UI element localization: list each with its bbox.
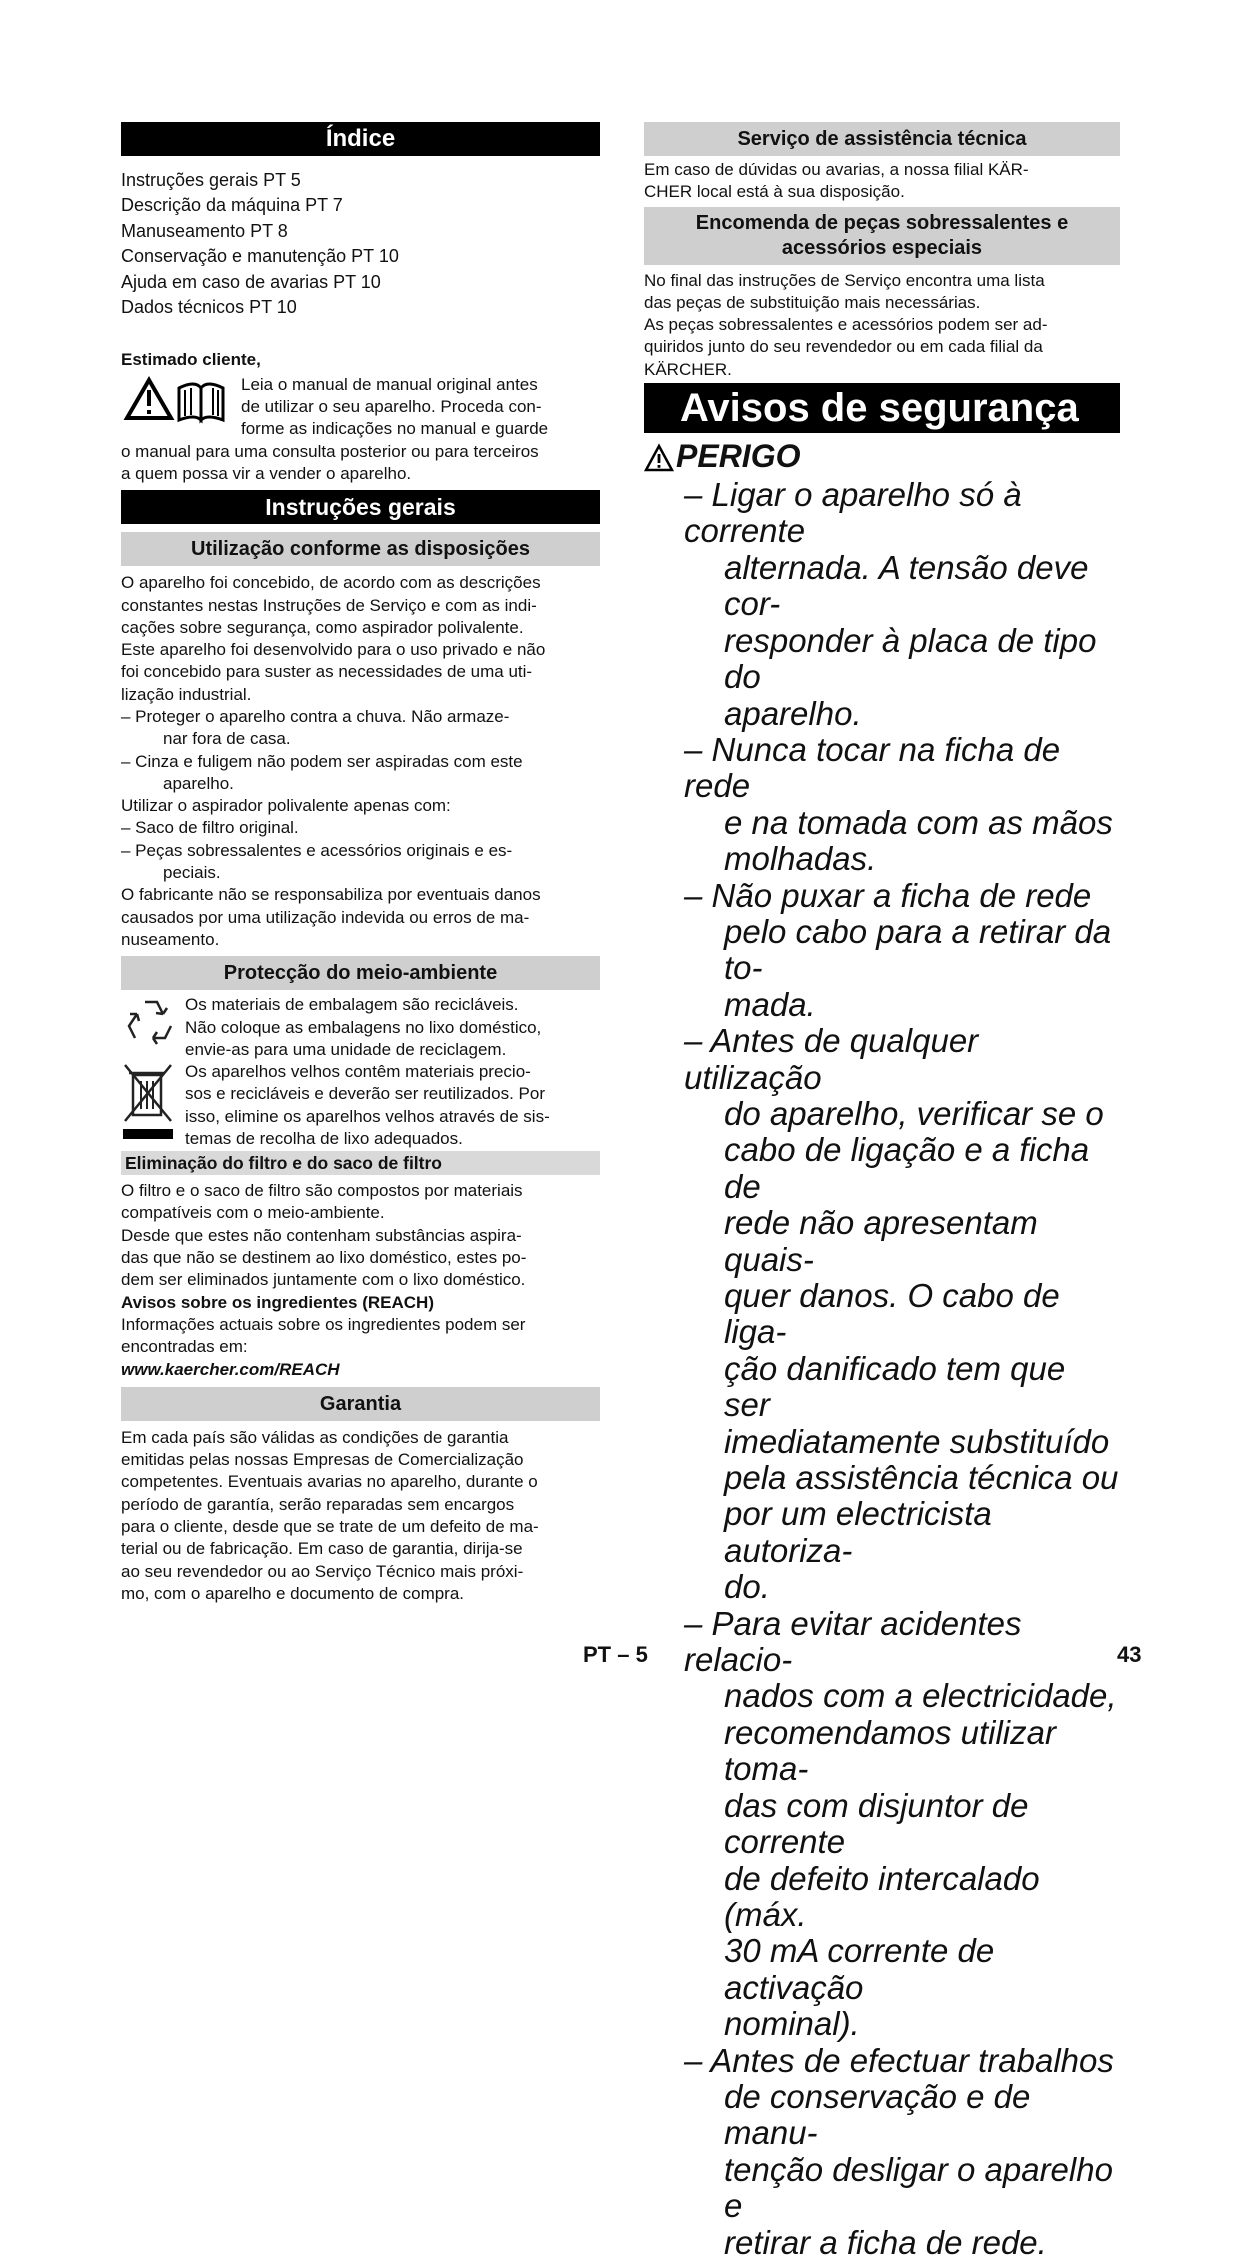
- garantia-line: emitidas pelas nossas Empresas de Comercialização: [121, 1450, 524, 1470]
- eliminacao-line: Desde que estes não contenham substâncias aspira-: [121, 1225, 522, 1245]
- warning-line: rede não apresentam quais-: [724, 1204, 1038, 1278]
- garantia-line: para o cliente, desde que se trate de um defeito de ma-: [121, 1517, 539, 1537]
- utilizacao-line: causados por uma utilização indevida ou erros de ma-: [121, 907, 530, 927]
- garantia-line: mo, com o aparelho e documento de compra.: [121, 1583, 465, 1603]
- servico-heading: Serviço de assistência técnica: [644, 122, 1120, 156]
- eliminacao-line: compatíveis com o meio-ambiente.: [121, 1203, 385, 1223]
- utilizacao-line: lização industrial.: [121, 684, 252, 704]
- encomenda-line: As peças sobressalentes e acessórios podem ser ad-: [644, 315, 1048, 335]
- warning-line: de defeito intercalado (máx.: [724, 1859, 1040, 1933]
- utilizacao-line: – Cinza e fuligem não podem ser aspiradas com este: [121, 751, 523, 771]
- warning-line: – Antes de efectuar trabalhos: [684, 2041, 1114, 2079]
- warning-line: – Não puxar a ficha de rede: [684, 876, 1092, 914]
- left-column: [121, 122, 600, 1605]
- warning-line: imediatamente substituído: [724, 1422, 1110, 1460]
- warning-line: nados com a electricidade,: [724, 1677, 1117, 1715]
- page-label: PT – 5: [583, 1642, 648, 1667]
- eliminacao-text: [121, 1180, 600, 1291]
- servico-line: CHER local está à sua disposição.: [644, 182, 905, 202]
- warning-line: responder à placa de tipo do: [724, 621, 1097, 696]
- warning-line: – Ligar o aparelho só à corrente: [684, 476, 1022, 550]
- warning-line: por um electricista autoriza-: [724, 1495, 992, 1569]
- greeting: Estimado cliente,: [121, 350, 261, 370]
- weee-text: [185, 1061, 600, 1150]
- reach-line: Informações actuais sobre os ingredientes podem ser: [121, 1314, 526, 1334]
- warning-line: e na tomada com as mãos: [724, 803, 1113, 841]
- recycle-text: [185, 994, 600, 1061]
- manual-line: a quem possa vir a vender o aparelho.: [121, 463, 412, 483]
- instrucoes-gerais-heading: Instruções gerais: [121, 490, 600, 524]
- utilizacao-line: – Peças sobressalentes e acessórios originais e es-: [121, 840, 513, 860]
- utilizacao-line: peciais.: [163, 863, 221, 883]
- warning-line: – Antes de qualquer utilização: [684, 1022, 979, 1096]
- warning-line: recomendamos utilizar toma-: [724, 1713, 1056, 1788]
- utilizacao-heading: Utilização conforme as disposições: [121, 532, 600, 566]
- eliminacao-line: das que não se destinem ao lixo doméstico, estes po-: [121, 1248, 527, 1268]
- utilizacao-line: O aparelho foi concebido, de acordo com as descrições: [121, 573, 541, 593]
- warning-line: do aparelho, verificar se o: [724, 1094, 1104, 1132]
- utilizacao-line: – Proteger o aparelho contra a chuva. Não armaze-: [121, 707, 510, 726]
- index-item[interactable]: Manuseamento PT 8: [121, 220, 288, 241]
- utilizacao-line: O fabricante não se responsabiliza por eventuais danos: [121, 885, 541, 905]
- read-manual-icon: [121, 374, 241, 436]
- page-number: 43: [1117, 1642, 1142, 1667]
- garantia-text: [121, 1427, 600, 1605]
- eliminacao-line: O filtro e o saco de filtro são compostos por materiais: [121, 1181, 523, 1201]
- manual-notice: [121, 374, 600, 441]
- warning-line: 30 mA corrente de activação: [724, 1932, 995, 2006]
- right-column: [644, 122, 1120, 2261]
- warnings-list: [644, 477, 1120, 2261]
- reach-line: encontradas em:: [121, 1337, 248, 1357]
- warning-line: – Nunca tocar na ficha de rede: [684, 730, 1061, 805]
- manual-text: [241, 374, 600, 441]
- warning-line: pelo cabo para a retirar da to-: [724, 912, 1112, 987]
- warning-line: retirar a ficha de rede.: [724, 2223, 1047, 2261]
- warning-triangle-icon: [644, 441, 674, 471]
- warning-line: das com disjuntor de corrente: [724, 1786, 1029, 1861]
- warning-line: mada.: [724, 985, 816, 1023]
- weee-line: sos e recicláveis e deverão ser reutilizados. Por: [185, 1084, 545, 1104]
- utilizacao-text: [121, 572, 600, 951]
- perigo-label: [644, 435, 1120, 477]
- crossed-bin-icon: [121, 1061, 185, 1151]
- encomenda-line: das peças de substituição mais necessárias.: [644, 292, 981, 312]
- recycle-notice: [121, 994, 600, 1061]
- utilizacao-line: cações sobre segurança, como aspirador polivalente.: [121, 617, 524, 637]
- weee-line: isso, elimine os aparelhos velhos através de sis-: [185, 1106, 550, 1126]
- encomenda-heading: [644, 207, 1120, 265]
- warning-line: cabo de ligação e a ficha de: [724, 1131, 1090, 1205]
- index-item[interactable]: Descrição da máquina PT 7: [121, 195, 343, 216]
- servico-text: [644, 159, 1120, 204]
- utilizacao-line: aparelho.: [163, 773, 234, 793]
- encomenda-line: KÄRCHER.: [644, 359, 732, 379]
- warning-line: ção danificado tem que ser: [724, 1349, 1066, 1424]
- manual-line: forme as indicações no manual e guarde: [241, 419, 549, 439]
- warning-item: [644, 2043, 1120, 2261]
- utilizacao-line: nar fora de casa.: [163, 729, 291, 749]
- recycle-line: Não coloque as embalagens no lixo doméstico,: [185, 1017, 542, 1037]
- garantia-line: período de garantía, serão reparadas sem encargos: [121, 1494, 515, 1514]
- warning-line: pela assistência técnica ou: [724, 1459, 1119, 1497]
- weee-line: Os aparelhos velhos contêm materiais precio-: [185, 1062, 531, 1082]
- utilizacao-line: – Saco de filtro original.: [121, 818, 299, 838]
- warning-line: alternada. A tensão deve cor-: [724, 548, 1089, 623]
- warning-line: aparelho.: [724, 694, 862, 732]
- index-item[interactable]: Ajuda em caso de avarias PT 10: [121, 271, 381, 292]
- weee-notice: [121, 1061, 600, 1151]
- warning-item: [644, 1023, 1120, 1606]
- recycle-icon: [121, 994, 185, 1060]
- perigo-text: PERIGO: [676, 438, 801, 475]
- index-item[interactable]: Conservação e manutenção PT 10: [121, 246, 399, 267]
- encomenda-line: No final das instruções de Serviço encontra uma lista: [644, 270, 1045, 290]
- garantia-line: ao seu revendedor ou ao Serviço Técnico mais próxi-: [121, 1561, 524, 1581]
- garantia-line: competentes. Eventuais avarias no aparelho, durante o: [121, 1472, 538, 1492]
- encomenda-text: [644, 270, 1120, 381]
- eliminacao-line: dem ser eliminados juntamente com o lixo doméstico.: [121, 1270, 526, 1290]
- encomenda-heading-line: acessórios especiais: [781, 236, 983, 259]
- manual-line: o manual para uma consulta posterior ou para terceiros: [121, 441, 539, 461]
- index-item[interactable]: Instruções gerais PT 5: [121, 170, 301, 190]
- reach-heading: Avisos sobre os ingredientes (REACH): [121, 1292, 434, 1312]
- garantia-line: Em cada país são válidas as condições de garantia: [121, 1427, 509, 1447]
- warning-line: quer danos. O cabo de liga-: [724, 1277, 1060, 1351]
- avisos-heading: Avisos de segurança: [644, 383, 1120, 433]
- weee-line: temas de recolha de lixo adequados.: [185, 1129, 463, 1149]
- garantia-heading: Garantia: [121, 1387, 600, 1421]
- warning-line: – Para evitar acidentes relacio-: [684, 1604, 1022, 1679]
- encomenda-heading-line: Encomenda de peças sobressalentes e: [695, 211, 1069, 234]
- recycle-line: Os materiais de embalagem são recicláveis.: [185, 995, 519, 1015]
- index-item[interactable]: Dados técnicos PT 10: [121, 297, 297, 318]
- eliminacao-heading: Eliminação do filtro e do saco de filtro: [121, 1151, 600, 1175]
- reach-url[interactable]: www.kaercher.com/REACH: [121, 1359, 340, 1379]
- proteccao-heading: Protecção do meio-ambiente: [121, 956, 600, 990]
- utilizacao-line: constantes nestas Instruções de Serviço e com as indi-: [121, 595, 537, 615]
- garantia-line: terial ou de fabricação. Em caso de garantia, dirija-se: [121, 1539, 523, 1559]
- recycle-line: envie-as para uma unidade de reciclagem.: [185, 1039, 507, 1059]
- warning-line: do.: [724, 1568, 770, 1606]
- warning-item: [644, 878, 1120, 1024]
- servico-line: Em caso de dúvidas ou avarias, a nossa filial KÄR-: [644, 160, 1029, 179]
- utilizacao-line: Este aparelho foi desenvolvido para o uso privado e não: [121, 640, 546, 660]
- manual-line: de utilizar o seu aparelho. Proceda con-: [241, 397, 542, 417]
- utilizacao-line: Utilizar o aspirador polivalente apenas com:: [121, 796, 451, 816]
- utilizacao-line: nuseamento.: [121, 929, 220, 949]
- warning-line: tenção desligar o aparelho e: [724, 2150, 1113, 2225]
- warning-item: [644, 732, 1120, 878]
- warning-item: [644, 1606, 1120, 2043]
- warning-line: molhadas.: [724, 840, 877, 878]
- index-list: [121, 168, 600, 320]
- warning-line: de conservação e de manu-: [724, 2077, 1031, 2152]
- indice-heading: Índice: [121, 122, 600, 156]
- warning-item: [644, 477, 1120, 732]
- warning-line: nominal).: [724, 2005, 860, 2043]
- manual-line: Leia o manual de manual original antes: [241, 374, 538, 394]
- utilizacao-line: foi concebido para suster as necessidades de uma uti-: [121, 662, 533, 682]
- encomenda-line: quiridos junto do seu revendedor ou em cada filial da: [644, 337, 1043, 357]
